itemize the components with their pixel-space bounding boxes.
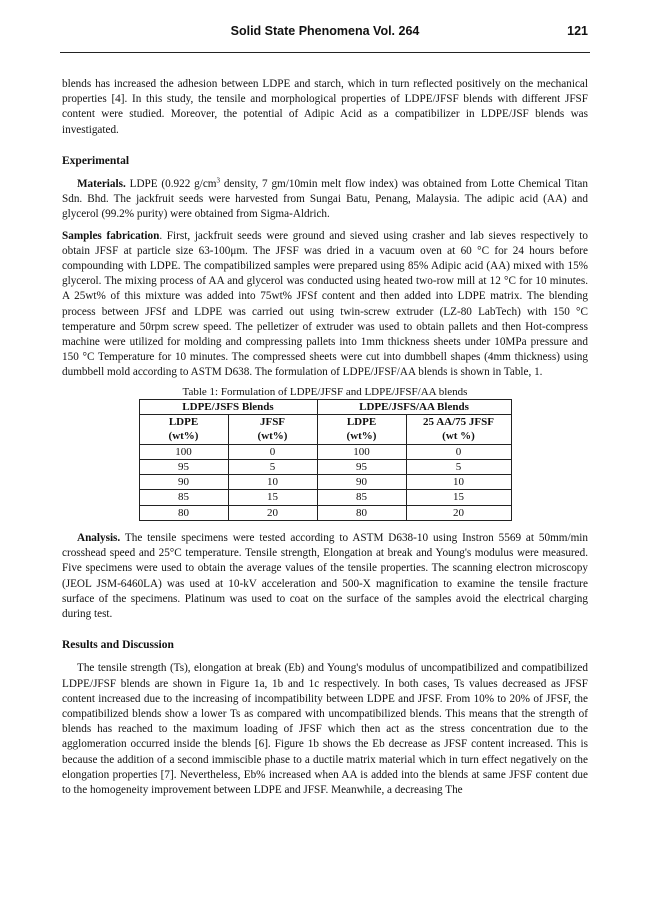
table-row: [139, 459, 511, 474]
table-cell: 80: [317, 505, 406, 520]
col-header-jfsf: JFSF (wt%): [228, 414, 317, 444]
table-row: [139, 444, 511, 459]
page-number: 121: [567, 24, 588, 38]
journal-title: Solid State Phenomena Vol. 264: [230, 24, 420, 38]
table-cell: 85: [139, 490, 228, 505]
materials-text-b: density, 7 gm/10min melt flow index) was obtained from Lotte Chemical Titan Sdn. Bhd. The jackfruit seeds were harvested from Sungai Batu, Penang, Malaysia. The adipic acid (AA) and glycerol (99.2% purity) were obtained from Sigma-Aldrich.: [62, 178, 588, 221]
group-header-blends: LDPE/JSFS Blends: [139, 399, 317, 414]
table-cell: 10: [228, 475, 317, 490]
group-header-aa-blends: LDPE/JSFS/AA Blends: [317, 399, 511, 414]
table-row: [139, 475, 511, 490]
col-header-aa-jfsf: 25 AA/75 JFSF (wt %): [406, 414, 511, 444]
table-cell: 85: [317, 490, 406, 505]
samples-paragraph: [62, 229, 588, 381]
analysis-paragraph: [62, 531, 588, 622]
table-cell: 90: [139, 475, 228, 490]
table-cell: 80: [139, 505, 228, 520]
table-cell: 5: [406, 459, 511, 474]
samples-label: Samples fabrication: [62, 229, 160, 242]
experimental-heading: Experimental: [62, 154, 130, 167]
table-caption: Table 1: Formulation of LDPE/JFSF and LDPE/JFSF/AA blends: [182, 385, 468, 398]
table-cell: 95: [317, 459, 406, 474]
article-body: [62, 77, 588, 798]
col-header-ldpe-aa: LDPE (wt%): [317, 414, 406, 444]
analysis-text: The tensile specimens were tested according to ASTM D638-10 using Instron 5569 at 50mm/min crosshead speed and 25°C temperature. Tensile strength, Elongation at break and Young's modulus were measured. Five specimens were used to obtain the average values of the tensile properties. The scanning electron microscopy (JEOL JSM-6460LA) was used at 10-kV acceleration and 500-X magnification to examine the tensile fracture surface of the specimens. Platinum was used to coat on the surface of the samples avoid the electrical charging during test.: [62, 532, 588, 621]
table-cell: 100: [317, 444, 406, 459]
column-header-row: [139, 414, 511, 444]
table-row: [139, 490, 511, 505]
analysis-label: Analysis.: [77, 532, 121, 545]
col-header-ldpe: LDPE (wt%): [139, 414, 228, 444]
table-cell: 95: [139, 459, 228, 474]
materials-paragraph: [62, 177, 588, 223]
table-cell: 0: [228, 444, 317, 459]
table-cell: 10: [406, 475, 511, 490]
results-heading: Results and Discussion: [62, 639, 174, 652]
table-cell: 20: [406, 505, 511, 520]
running-header: [60, 22, 590, 53]
group-header-row: [139, 399, 511, 414]
table-1-wrapper: [62, 385, 588, 521]
intro-paragraph: blends has increased the adhesion between LDPE and starch, which in turn reflected positively on the mechanical properties [4]. In this study, the tensile and morphological properties of LDPE/JFSF blends with different JFSF content were studied. Moreover, the potential of Adipic Acid as a compatibilizer in LDPE/JSF blends was investigated.: [62, 78, 588, 136]
cubic-superscript: 3: [216, 176, 220, 185]
materials-text-a: LDPE (0.922 g/cm: [125, 178, 217, 191]
table-cell: 90: [317, 475, 406, 490]
samples-text: . First, jackfruit seeds were ground and sieved using crasher and lab sieves respectively to obtain JFSF at particle size 63-100μm. The JFSF was dried in a vacuum oven at 60 °C for 24 hours before compounding with LDPE. The compatibilized samples were prepared using 85% Adipic acid (AA) mixed with 15% glycerol. The mixing process of AA and glycerol was conducted using heated two-row mill at 12 °C for 10 minutes. A 25wt% of this mixture was added into 75wt% JFSf content and then added into LDPE matrix. The blending process between JFSf and LDPE was carried out using twin-screw extruder (LZ-80 LabTech) with 150 °C temperature and 50rpm screw speed. The pelletizer of extruder was used to obtain pallets and then Hot-compress machine were utilized for molding and compressing pallets into 1mm thickness sheets under 10MPa pressure and 150 °C Temperature for 10 minutes. The compressed sheets were cut into dumbbell shapes (4mm thickness) using dumbbell mold according to ASTM D638. The formulation of LDPE/JFSF/AA blends is shown in Table, 1.: [62, 229, 588, 379]
table-cell: 100: [139, 444, 228, 459]
table-cell: 15: [406, 490, 511, 505]
table-cell: 0: [406, 444, 511, 459]
table-cell: 20: [228, 505, 317, 520]
table-cell: 5: [228, 459, 317, 474]
table-cell: 15: [228, 490, 317, 505]
table-row: [139, 505, 511, 520]
materials-label: Materials.: [77, 178, 126, 191]
formulation-table: [139, 385, 512, 521]
results-paragraph: The tensile strength (Ts), elongation at break (Eb) and Young's modulus of uncompatibilized and compatibilized LDPE/JFSF blends are shown in Figure 1a, 1b and 1c respectively. In both cases, Ts values decreased as JFSF content increased due to the increasing of incompatibility between LDPE and JFSF. From 10% to 20% of JFSF, the compatibilized blends show a lower Ts as compared with uncompatibilized blends. This means that the strength of blends has reached to the maximum loading of JFSF which then act as the stress concentration due to the agglomeration occurred inside the blends [6]. Figure 1b shows the Eb decrease as JFSF content increased. This is because the addition of a second immiscible phase to a ductile matrix material which in turn effect negatively on the elongation properties [7]. Nevertheless, Eb% increased when AA is added into the blends at same JFSF content due to the homogeneity improvement between LDPE and JFSF. Meanwhile, a decreasing The: [62, 662, 588, 797]
